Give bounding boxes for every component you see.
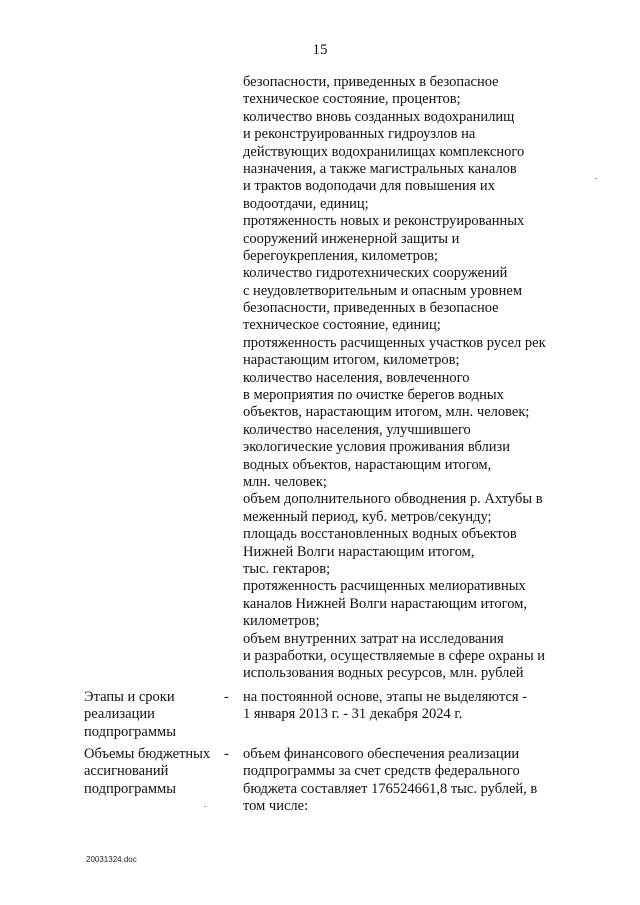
text-line: количество вновь созданных водохранилищ [243,108,515,125]
text-line: нарастающим итогом, километров; [243,352,460,369]
text-line: использования водных ресурсов, млн. рублей [243,665,524,682]
stages-dash: - [224,689,229,705]
text-line: километров; [243,613,320,630]
text-line: объем внутренних затрат на исследования [243,630,504,647]
text-line: меженный период, куб. метров/секунду; [243,508,492,525]
label-line: подпрограммы [84,723,176,740]
label-line: подпрограммы [84,780,176,797]
text-line: экологические условия проживания вблизи [243,439,510,456]
label-line: реализации [84,706,155,723]
text-line: назначения, а также магистральных каналов [243,160,517,177]
text-line: каналов Нижней Волги нарастающим итогом, [243,595,528,612]
text-line: протяженность расчищенных участков русел рек [243,334,546,351]
document-filename: 20031324.doc [86,855,137,864]
text-line: количество населения, вовлеченного [243,369,470,386]
text-line: протяженность расчищенных мелиоративных [243,578,526,595]
text-line: сооружений инженерной защиты и [243,230,460,247]
text-line: площадь восстановленных водных объектов [243,526,517,543]
budget-label [84,746,224,798]
text-line: объектов, нарастающим итогом, млн. человек; [243,404,530,421]
value-line: объем финансового обеспечения реализации [243,746,520,762]
text-line: с неудовлетворительным и опасным уровнем [243,282,522,299]
value-line: подпрограммы за счет средств федерального [243,763,520,780]
text-line: Нижней Волги нарастающим итогом, [243,543,475,560]
label-line: Объемы бюджетных [84,746,211,762]
text-line: и трактов водоподачи для повышения их [243,178,495,195]
text-line: действующих водохранилищах комплексного [243,143,525,160]
text-line: объем дополнительного обводнения р. Ахтубы в [243,491,543,508]
text-line: безопасности, приведенных в безопасное [243,300,499,317]
value-line: бюджета составляет 176524661,8 тыс. рублей, в [243,780,538,797]
value-line: том числе: [243,798,309,815]
label-line: Этапы и сроки [84,689,175,705]
text-line: и реконструированных гидроузлов на [243,126,476,143]
text-line: берегоукрепления, километров; [243,247,438,264]
budget-value [243,746,633,816]
text-line: и разработки, осуществляемые в сфере охраны и [243,647,546,664]
scan-speck [204,806,206,807]
text-line: тыс. гектаров; [243,560,331,577]
stages-label [84,689,224,741]
text-line: безопасности, приведенных в безопасное [243,74,499,90]
value-line: 1 января 2013 г. - 31 декабря 2024 г. [243,706,463,723]
label-line: ассигнований [84,763,169,780]
budget-dash: - [224,746,229,762]
text-line: водоотдачи, единиц; [243,195,369,212]
text-line: техническое состояние, единиц; [243,317,441,334]
text-line: техническое состояние, процентов; [243,91,461,108]
text-line: количество гидротехнических сооружений [243,265,508,282]
stages-value [243,689,633,724]
value-line: на постоянной основе, этапы не выделяются - [243,689,528,705]
page-number: 15 [312,42,328,58]
text-line: в мероприятия по очистке берегов водных [243,387,504,404]
text-line: количество населения, улучшившего [243,421,471,438]
scan-speck [595,178,597,179]
text-line: млн. человек; [243,473,327,490]
text-line: водных объектов, нарастающим итогом, [243,456,492,473]
text-line: протяженность новых и реконструированных [243,213,525,230]
indicators-continuation [243,74,628,683]
